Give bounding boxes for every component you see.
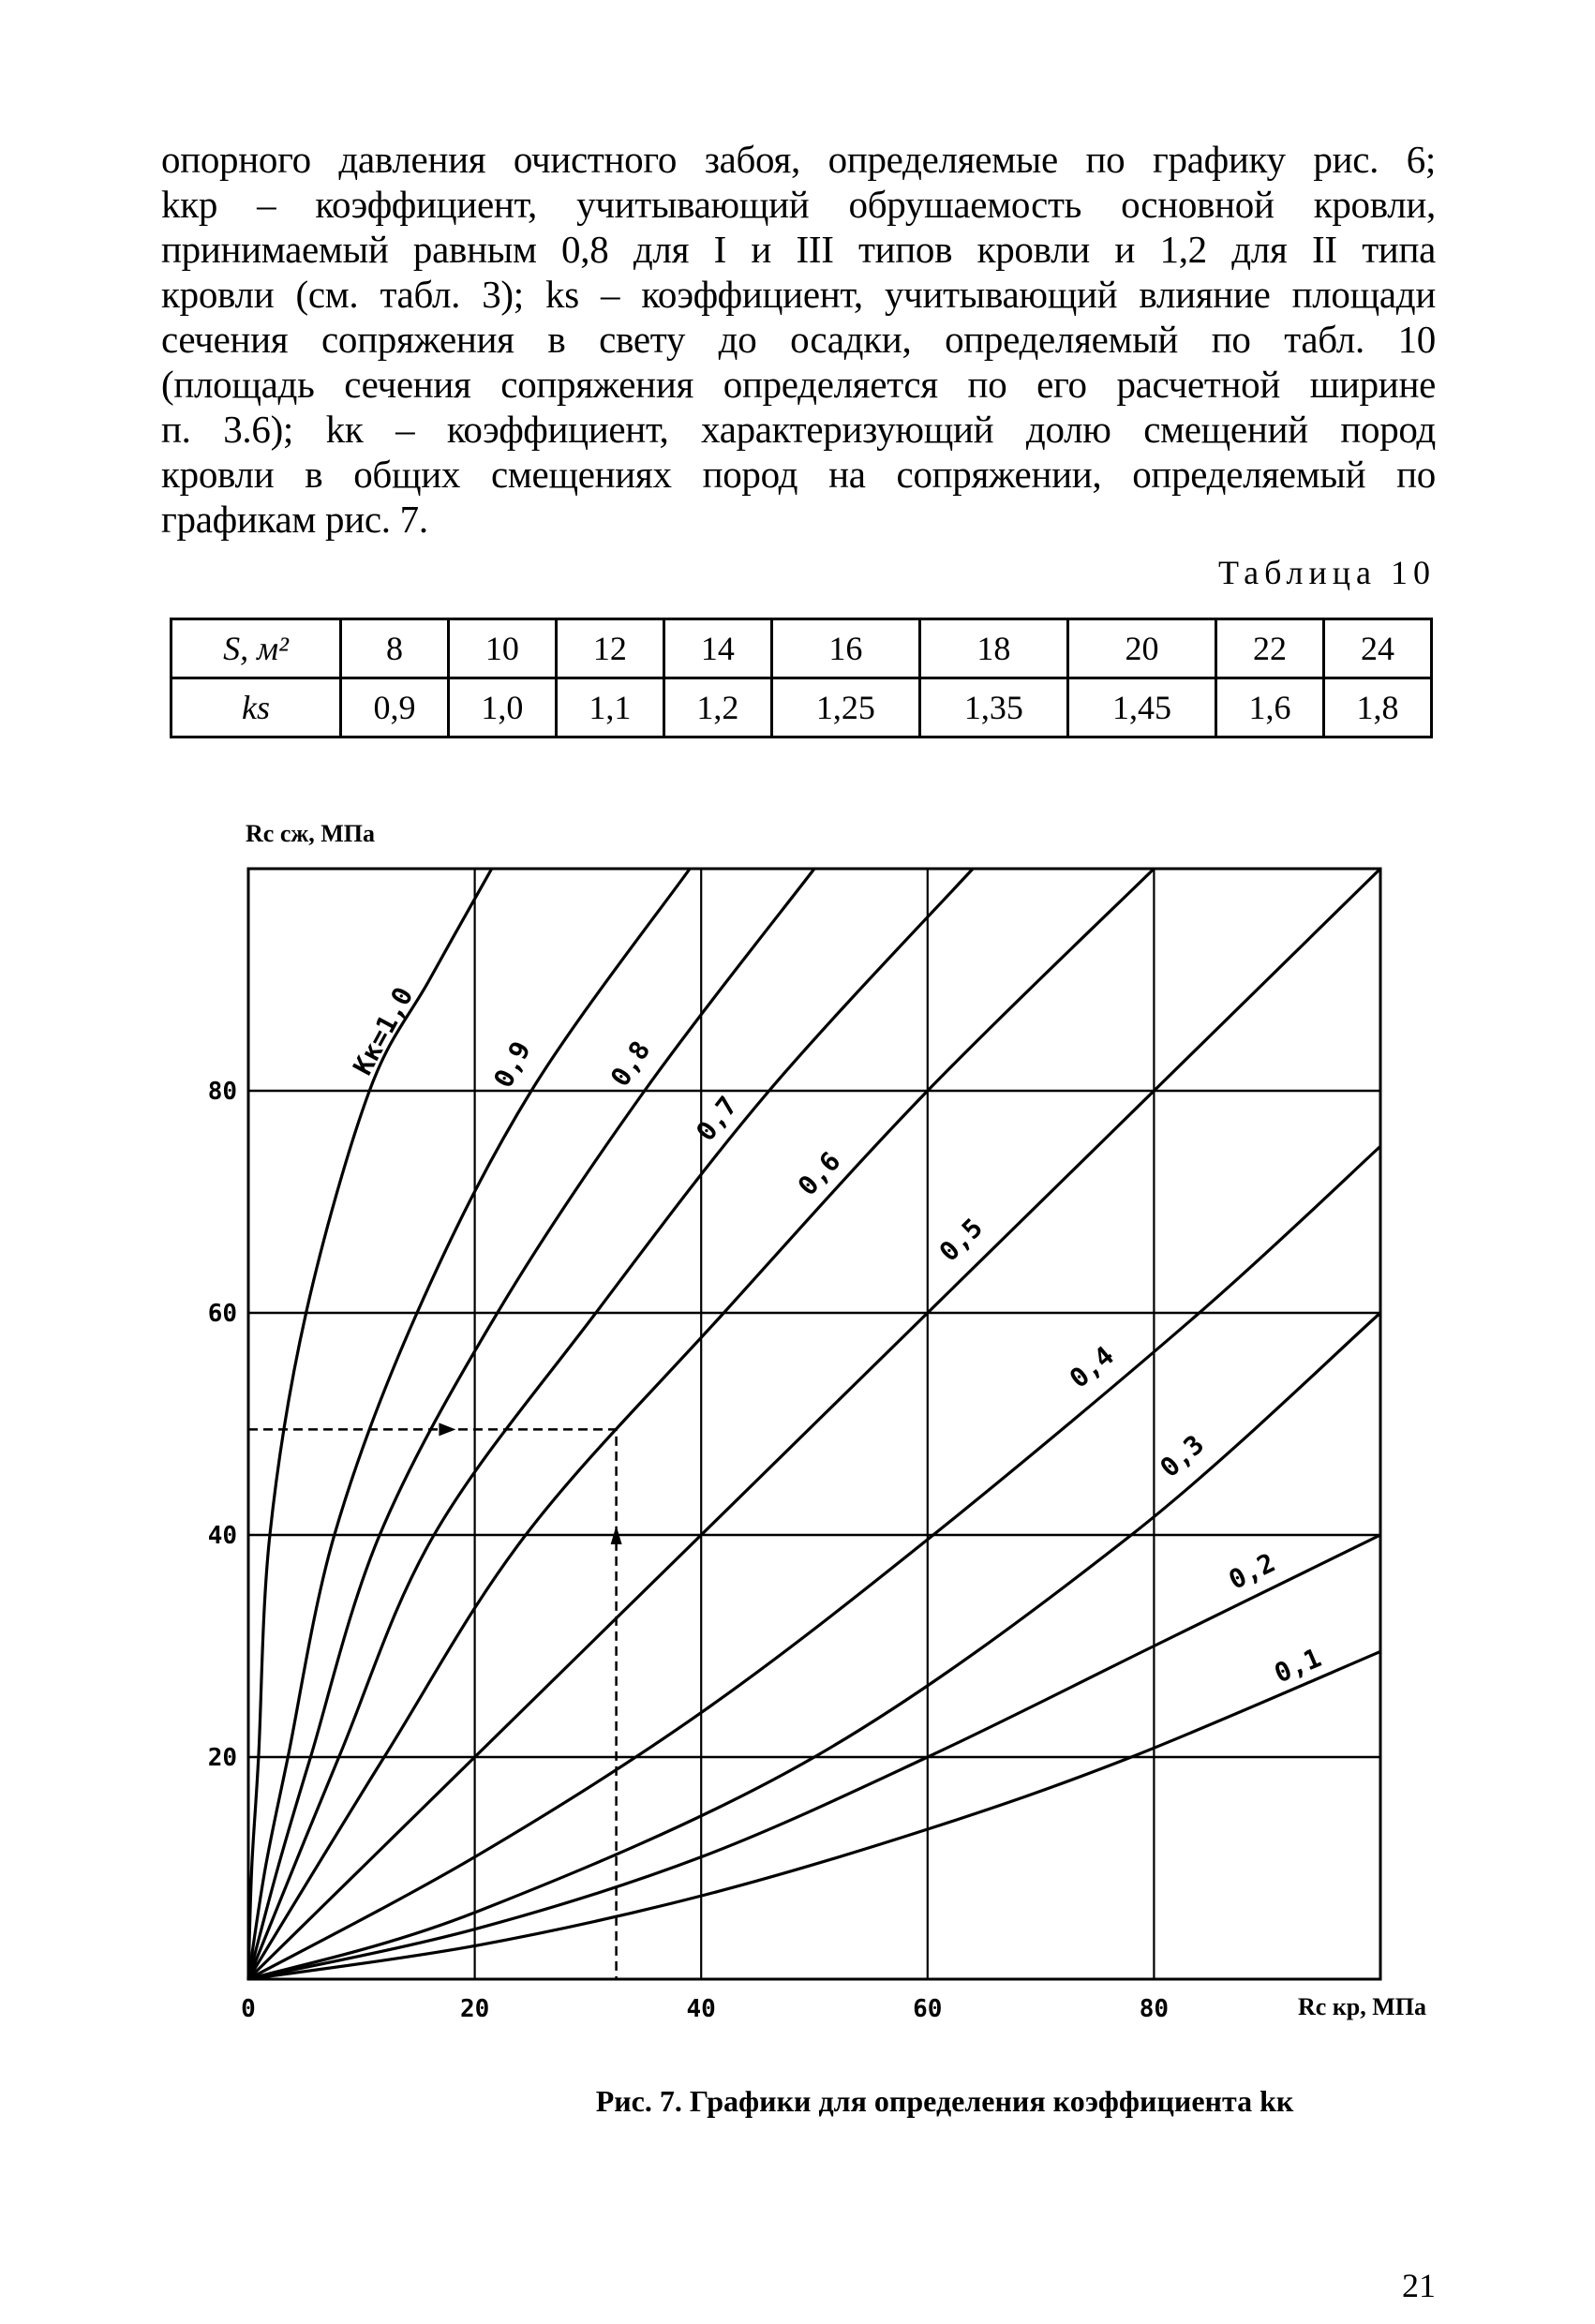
- x-axis-label: Rс кр, МПа: [1298, 1993, 1427, 2020]
- example-dashed-line: [248, 1429, 617, 1979]
- table-cell: 16: [771, 619, 919, 678]
- text-line: опорного давления очистного забоя, определяемые по графику рис. 6;: [161, 138, 1436, 181]
- table-cell: 1,8: [1323, 678, 1431, 737]
- table-cell: 1,2: [663, 678, 771, 737]
- table-cell: 18: [919, 619, 1067, 678]
- table-cell: ks: [171, 678, 341, 737]
- table-cell: 1,45: [1067, 678, 1215, 737]
- table-10: [170, 618, 1433, 738]
- table-cell: 1,1: [556, 678, 663, 737]
- curve-labels: [347, 982, 1325, 1690]
- x-tick-label: 0: [241, 1995, 256, 2023]
- text-line: принимаемый равным 0,8 для I и III типов кровли и 1,2 для II типа: [161, 228, 1436, 271]
- table-cell: 14: [663, 619, 771, 678]
- table-cell: 8: [341, 619, 449, 678]
- kk-chart: [0, 806, 1595, 2062]
- table-cell: 1,35: [919, 678, 1067, 737]
- curve-label: 0,6: [791, 1145, 847, 1202]
- table-cell: 1,25: [771, 678, 919, 737]
- table-caption: Таблица 10: [1218, 554, 1436, 591]
- curve-label: Kк=1,0: [347, 981, 420, 1080]
- text-line: п. 3.6); kк – коэффициент, характеризующий долю смещений пород: [161, 408, 1436, 451]
- curve-label: 0,5: [932, 1212, 990, 1268]
- curve-label: 0,1: [1270, 1642, 1326, 1690]
- chart-curves: [248, 869, 1380, 1979]
- text-line: графикам рис. 7.: [161, 498, 428, 541]
- curve-label: 0,8: [604, 1035, 657, 1093]
- x-tick-label: 60: [913, 1995, 943, 2023]
- table-cell: 24: [1323, 619, 1431, 678]
- curve-label: 0,9: [487, 1035, 537, 1093]
- text-line: сечения сопряжения в свету до осадки, определяемый по табл. 10: [161, 318, 1436, 361]
- text-line: kкр – коэффициент, учитывающий обрушаемость основной кровли,: [161, 183, 1436, 226]
- curve-label: 0,4: [1063, 1340, 1120, 1394]
- curve-k-08: [248, 869, 814, 1979]
- table-header-row: [171, 619, 1432, 678]
- table-cell: 12: [556, 619, 663, 678]
- y-axis-label: Rс сж, МПа: [246, 820, 375, 847]
- text-line: (площадь сечения сопряжения определяется по его расчетной ширине: [161, 363, 1436, 406]
- page-number: 21: [1402, 2267, 1436, 2304]
- table-cell: S, м²: [171, 619, 341, 678]
- curve-k-03: [248, 1313, 1380, 1979]
- table-cell: 0,9: [341, 678, 449, 737]
- text-line: кровли в общих смещениях пород на сопряжении, определяемый по: [161, 453, 1436, 496]
- curve-k-07: [248, 869, 973, 1979]
- curve-label: 0,2: [1223, 1546, 1280, 1596]
- table-cell: 22: [1216, 619, 1324, 678]
- curve-label: 0,7: [690, 1090, 744, 1147]
- y-tick-label: 20: [207, 1744, 237, 1772]
- x-tick-label: 80: [1139, 1995, 1170, 2023]
- table-cell: 20: [1067, 619, 1215, 678]
- x-tick-label: 20: [459, 1995, 490, 2023]
- curve-label: 0,3: [1154, 1428, 1211, 1484]
- table-cell: 1,6: [1216, 678, 1324, 737]
- table-cell: 10: [448, 619, 556, 678]
- body-paragraph: [161, 137, 1436, 542]
- x-tick-label: 40: [686, 1995, 716, 2023]
- figure-caption: Рис. 7. Графики для определения коэффициента kк: [595, 2084, 1294, 2118]
- text-line: кровли (см. табл. 3); ks – коэффициент, учитывающий влияние площади: [161, 273, 1436, 316]
- table-row: [171, 678, 1432, 737]
- y-tick-label: 40: [207, 1522, 237, 1550]
- y-tick-label: 80: [207, 1078, 237, 1106]
- table-cell: 1,0: [448, 678, 556, 737]
- curve-k-05: [248, 869, 1380, 1979]
- y-tick-label: 60: [207, 1300, 237, 1328]
- arrow-right-icon: [439, 1423, 455, 1436]
